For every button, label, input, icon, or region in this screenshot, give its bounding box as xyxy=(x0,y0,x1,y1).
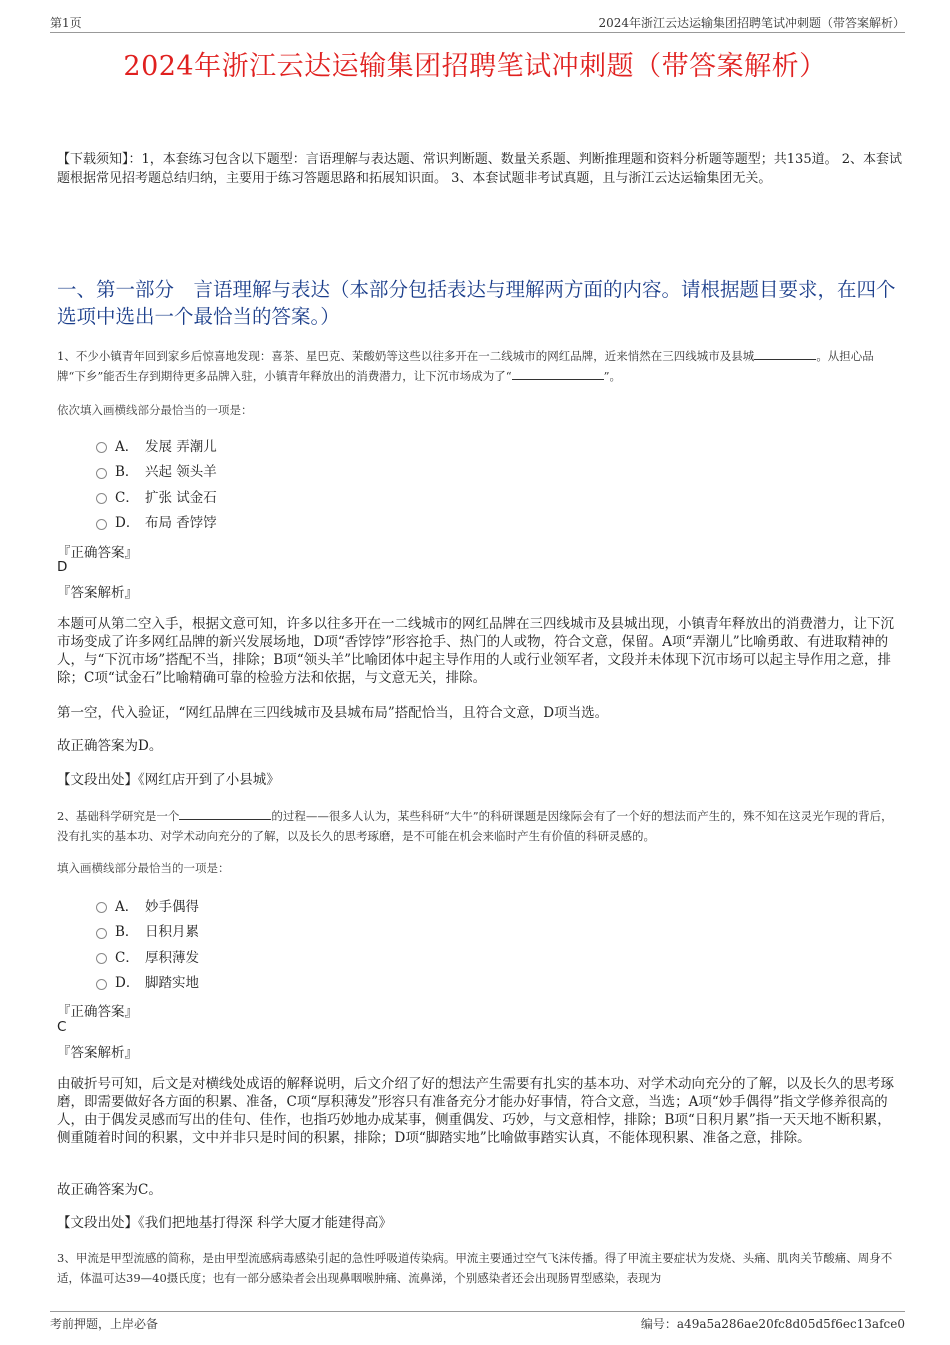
question-1-text: 1、不少小镇青年回到家乡后惊喜地发现：喜茶、星巴克、茉酸奶等这些以往多开在一二线城市的网红品牌，近来悄然在三四线城市及县城 。从担心品牌“下乡”能否生存到期待更多品牌入驻，小镇青年释放出的消费潜力，让下沉市场成为了“ ”。 xyxy=(57,349,874,383)
question-1-option-c[interactable]: C． 扩张 试金石 xyxy=(96,483,217,509)
page-footer xyxy=(50,1311,905,1332)
radio-icon[interactable] xyxy=(96,519,107,530)
question-1-source: 【文段出处】《网红店开到了小县城》 xyxy=(57,772,280,788)
page-number: 第1页 xyxy=(50,16,82,30)
question-2-option-c[interactable]: C． 厚积薄发 xyxy=(96,943,199,969)
question-1-option-a[interactable]: A． 发展 弄潮儿 xyxy=(96,432,217,458)
question-2-options xyxy=(96,892,199,994)
download-notice: 【下载须知】：1，本套练习包含以下题型：言语理解与表达题、常识判断题、数量关系题、判断推理题和资料分析题等题型；共135道。 2、本套试题根据常见招考题总结归纳，主要用于练习答题思路和拓展知识面。 3、本套试题非考试真题，且与浙江云达运输集团无关。 xyxy=(57,152,902,186)
section-title: 一、第一部分 言语理解与表达（本部分包括表达与理解两方面的内容。请根据题目要求，在四个选项中选出一个最恰当的答案。） xyxy=(57,278,896,328)
question-2-option-a[interactable]: A． 妙手偶得 xyxy=(96,892,199,918)
question-2-prompt: 填入画横线部分最恰当的一项是： xyxy=(57,861,230,875)
question-2-text: 2、基础科学研究是一个 的过程——很多人认为，某些科研“大牛”的科研课题是因缘际会有了一个好的想法而产生的，殊不知在这灵光乍现的背后，没有扎实的基本功、对学术动向充分的了解，以及长久的思考琢磨，是不可能在机会来临时产生有价值的科研灵感的。 xyxy=(57,809,893,843)
question-1-options xyxy=(96,432,217,534)
question-1-conclusion: 故正确答案为D。 xyxy=(57,738,163,754)
radio-icon[interactable] xyxy=(96,902,107,913)
question-2-source: 【文段出处】《我们把地基打得深 科学大厦才能建得高》 xyxy=(57,1215,393,1231)
footer-slogan: 考前押题，上岸必备 xyxy=(50,1317,159,1331)
radio-icon[interactable] xyxy=(96,979,107,990)
question-1-option-d[interactable]: D． 布局 香饽饽 xyxy=(96,509,217,535)
question-2-option-d[interactable]: D． 脚踏实地 xyxy=(96,969,199,995)
question-1-analysis-2: 第一空，代入验证，“网红品牌在三四线城市及县城布局”搭配恰当，且符合文意，D项当选。 xyxy=(57,705,609,721)
radio-icon[interactable] xyxy=(96,953,107,964)
question-1-analysis: 本题可从第二空入手，根据文意可知，许多以往多开在一二线城市的网红品牌在三四线城市及县城出现，小镇青年释放出的消费潜力，让下沉市场变成了许多网红品牌的新兴发展场地，D项“香饽饽”形容抢手、热门的人或物，符合文意，保留。A项“弄潮儿”比喻勇敢、有进取精神的人，与“下沉市场”搭配不当，排除；B项“领头羊”比喻团体中起主导作用的人或行业领军者，文段并未体现下沉市场可以起主导作用之意，排除；C项“试金石”比喻精确可靠的检验方法和依据，与文意无关，排除。 xyxy=(57,616,894,686)
question-3-text: 3、甲流是甲型流感的简称，是由甲型流感病毒感染引起的急性呼吸道传染病。甲流主要通过空气飞沫传播。得了甲流主要症状为发烧、头痛、肌肉关节酸痛、周身不适，体温可达39—40摄氏度；也有一部分感染者会出现鼻咽喉肿痛、流鼻涕，个别感染者还会出现肠胃型感染，表现为 xyxy=(57,1251,893,1285)
radio-icon[interactable] xyxy=(96,468,107,479)
question-2-correct-answer: C xyxy=(57,1019,67,1035)
question-2-option-b[interactable]: B． 日积月累 xyxy=(96,918,199,944)
question-1-correct-answer: D xyxy=(57,559,68,575)
question-2-blank xyxy=(179,807,271,820)
question-1-blank-1 xyxy=(754,347,816,360)
document-title: 2024年浙江云达运输集团招聘笔试冲刺题（带答案解析） xyxy=(123,51,827,82)
question-2-analysis: 由破折号可知，后文是对横线处成语的解释说明，后文介绍了好的想法产生需要有扎实的基本功、对学术动向充分的了解，以及长久的思考琢磨，即需要做好各方面的积累、准备，C项“厚积薄发”形容只有准备充分才能办好事情，符合文意，当选；A项“妙手偶得”指文学修养很高的人，由于偶发灵感而写出的佳句、佳作，也指巧妙地办成某事，侧重偶发、巧妙，与文意相悖，排除；B项“日积月累”指一天天地不断积累，侧重随着时间的积累，文中并非只是时间的积累，排除；D项“脚踏实地”比喻做事踏实认真，不能体现积累、准备之意，排除。 xyxy=(57,1076,894,1146)
question-2-conclusion: 故正确答案为C。 xyxy=(57,1182,162,1198)
header-doc-title: 2024年浙江云达运输集团招聘笔试冲刺题（带答案解析） xyxy=(598,16,905,30)
question-2-correct-label: 『正确答案』 xyxy=(57,1004,138,1020)
page-header xyxy=(50,14,905,33)
question-1-option-b[interactable]: B． 兴起 领头羊 xyxy=(96,458,217,484)
question-1-prompt: 依次填入画横线部分最恰当的一项是： xyxy=(57,403,253,417)
radio-icon[interactable] xyxy=(96,493,107,504)
question-1-correct-label: 『正确答案』 xyxy=(57,545,138,561)
footer-serial-number: 编号：a49a5a286ae20fc8d05d5f6ec13afce0 xyxy=(640,1317,905,1331)
question-2-analysis-label: 『答案解析』 xyxy=(57,1045,138,1061)
radio-icon[interactable] xyxy=(96,442,107,453)
question-1-blank-2 xyxy=(512,367,604,380)
question-1-analysis-label: 『答案解析』 xyxy=(57,585,138,601)
radio-icon[interactable] xyxy=(96,928,107,939)
